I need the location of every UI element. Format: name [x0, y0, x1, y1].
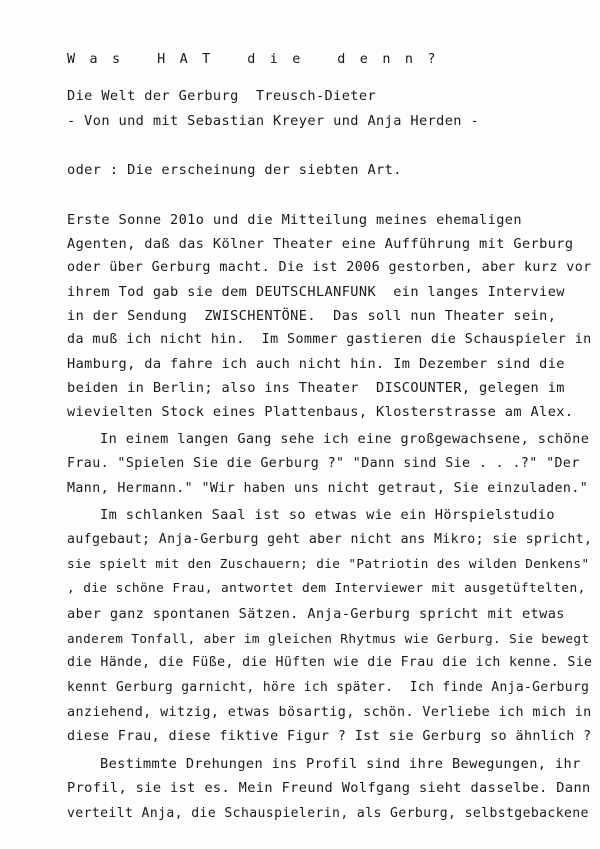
body-line: Profil, sie ist es. Mein Freund Wolfgang sieht dasselbe. Dann [67, 780, 591, 796]
body-line: aufgebaut; Anja-Gerburg geht aber nicht ans Mikro; sie spricht, [67, 532, 593, 547]
body-line: aber ganz spontanen Sätzen. Anja-Gerburg spricht mit etwas [67, 606, 565, 622]
body-line: anderem Tonfall, aber im gleichen Rhytmus wie Gerburg. Sie bewegt [67, 631, 590, 646]
document-alt-title: oder : Die erscheinung der siebten Art. [67, 162, 402, 178]
body-line: kennt Gerburg garnicht, höre ich später. Ich finde Anja-Gerburg [67, 680, 590, 695]
body-line: diese Frau, diese fiktive Figur ? Ist sie Gerburg so ähnlich ? [67, 729, 592, 744]
body-line: ihrem Tod gab sie dem DEUTSCHLANFUNK ein langes Interview [67, 284, 565, 300]
body-line: , die schöne Frau, antwortet dem Interviewer mit ausgetüftelten, [67, 581, 586, 596]
body-line: verteilt Anja, die Schauspielerin, als Gerburg, selbstgebackene [67, 806, 589, 821]
body-line: Bestimmte Drehungen ins Profil sind ihre Bewegungen, ihr [100, 756, 581, 772]
body-line: anziehend, witzig, etwas bösartig, schön. Verliebe ich mich in [67, 705, 592, 720]
body-line: Mann, Hermann." "Wir haben uns nicht getraut, Sie einzuladen." [67, 481, 589, 496]
body-line: die Hände, die Füße, die Hüften wie die Frau die ich kenne. Sie [67, 655, 593, 670]
body-line: beiden in Berlin; also ins Theater DISCOUNTER, gelegen im [67, 380, 565, 396]
body-line: oder über Gerburg macht. Die ist 2006 gestorben, aber kurz vor [67, 260, 592, 275]
body-line: Frau. "Spielen Sie die Gerburg ?" "Dann sind Sie . . .?" "Der [67, 456, 580, 471]
body-line: da muß ich nicht hin. Im Sommer gastieren die Schauspieler in [67, 332, 592, 347]
body-line: in der Sendung ZWISCHENTÖNE. Das soll nun Theater sein, [67, 308, 557, 324]
document-credits: - Von und mit Sebastian Kreyer und Anja Herden - [67, 113, 480, 129]
body-line: wievielten Stock eines Plattenbaus, Klosterstrasse am Alex. [67, 404, 574, 420]
body-line: Im schlanken Saal ist so etwas wie ein Hörspielstudio [100, 507, 555, 523]
body-line: Erste Sonne 201o und die Mitteilung meines ehemaligen [67, 212, 522, 228]
document-subtitle: Die Welt der Gerburg Treusch-Dieter [67, 88, 377, 104]
document-title: W a s H A T d i e d e n n ? [67, 52, 439, 67]
body-line: sie spielt mit den Zuschauern; die "Patriotin des wilden Denkens" [67, 556, 590, 571]
body-line: In einem langen Gang sehe ich eine großgewachsene, schöne [100, 431, 590, 447]
body-line: Agenten, daß das Kölner Theater eine Aufführung mit Gerburg [67, 236, 574, 252]
body-line: Hamburg, da fahre ich auch nicht hin. Im Dezember sind die [67, 356, 565, 372]
